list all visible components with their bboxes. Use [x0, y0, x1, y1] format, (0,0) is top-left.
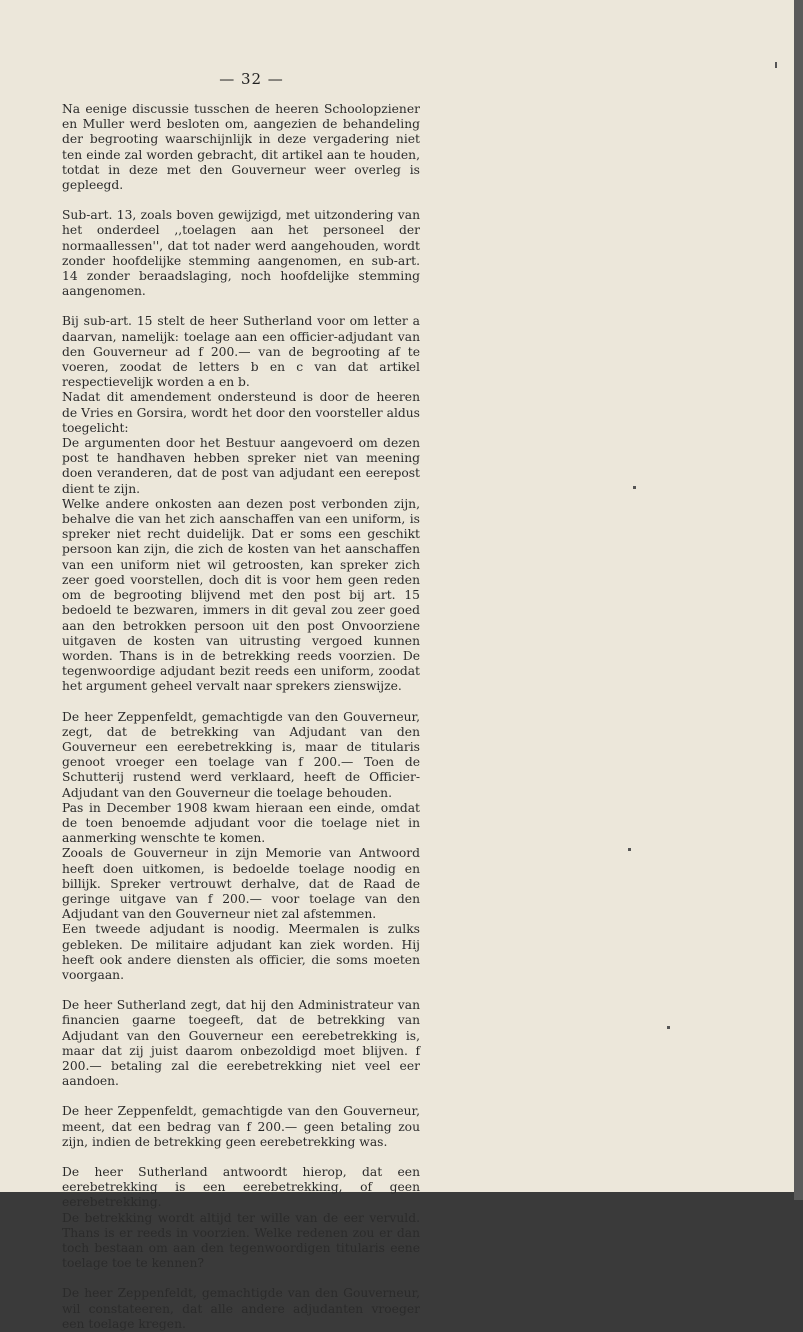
body-text — [62, 102, 420, 1332]
paragraph: Na eenige discussie tusschen de heeren Schoolopziener en Muller werd besloten om, aangezien de behandeling der begrooting waarschijnlijk in deze vergadering niet ten einde zal worden gebracht, dit artikel aan te houden, totdat in deze met den Gouverneur weer overleg is gepleegd. — [62, 102, 420, 193]
paper-speck — [628, 848, 631, 851]
paragraph: Nadat dit amendement ondersteund is door de heeren de Vries en Gorsira, wordt het door den voorsteller aldus toegelicht: — [62, 390, 420, 435]
paragraph: De heer Zeppenfeldt, gemachtigde van den Gouverneur, wil constateeren, dat alle andere adjudanten vroeger een toelage kregen. — [62, 1286, 420, 1331]
paragraph: Pas in December 1908 kwam hieraan een einde, omdat de toen benoemde adjudant voor die toelage niet in aanmerking wenschte te komen. — [62, 800, 420, 846]
paper-speck — [775, 62, 777, 68]
paragraph: De argumenten door het Bestuur aangevoerd om dezen post te handhaven hebben spreker niet van meening doen veranderen, dat de post van adjudant een eerepost dient te zijn. — [62, 436, 420, 496]
paragraph: De betrekking wordt altijd ter wille van de eer vervuld. Thans is er reeds in voorzien. Welke redenen zou er dan toch bestaan om aan den tegenwoordigen titularis eene toelage toe te kennen? — [62, 1210, 420, 1271]
paragraph: De heer Zeppenfeldt, gemachtigde van den Gouverneur, zegt, dat de betrekking van Adjudant van den Gouverneur een eerebetrekking is, maar de titularis genoot vroeger een toelage van f 200.— Toen de Schutterij rustend werd verklaard, heeft de Officier-Adjudant van den Gouverneur die toelage behouden. — [62, 709, 420, 800]
scan-edge — [794, 0, 803, 1200]
paper-speck — [633, 486, 636, 489]
page-number: — 32 — — [219, 70, 284, 88]
paragraph: De heer Sutherland antwoordt hierop, dat een eerebetrekking is een eerebetrekking, of geen eerebetrekking. — [62, 1165, 420, 1210]
paragraph: Zooals de Gouverneur in zijn Memorie van Antwoord heeft doen uitkomen, is bedoelde toelage noodig en billijk. Spreker vertrouwt derhalve, dat de Raad de geringe uitgave van f 200.— voor toelage van den Adjudant van den Gouverneur niet zal afstemmen. — [62, 846, 420, 922]
paragraph: Bij sub-art. 15 stelt de heer Sutherland voor om letter a daarvan, namelijk: toelage aan een officier-adjudant van den Gouverneur ad f 200.— van de begrooting af te voeren, zoodat de letters b en c van dat artikel respectievelijk worden a en b. — [62, 314, 420, 390]
paragraph: Sub-art. 13, zoals boven gewijzigd, met uitzondering van het onderdeel ,,toelagen aan het personeel der normaallessen'', dat tot nader werd aangehouden, wordt zonder hoofdelijke stemming aangenomen, en sub-art. 14 zonder beraadslaging, noch hoofdelijke stemming aangenomen. — [62, 208, 420, 299]
paragraph: Een tweede adjudant is noodig. Meermalen is zulks gebleken. De militaire adjudant kan ziek worden. Hij heeft ook andere diensten als officier, die soms moeten voorgaan. — [62, 922, 420, 982]
paragraph: De heer Zeppenfeldt, gemachtigde van den Gouverneur, meent, dat een bedrag van f 200.— geen betaling zou zijn, indien de betrekking geen eerebetrekking was. — [62, 1104, 420, 1149]
paper-speck — [667, 1026, 670, 1029]
paragraph: De heer Sutherland zegt, dat hij den Administrateur van financien gaarne toegeeft, dat de betrekking van Adjudant van den Gouverneur een eerebetrekking is, maar dat zij juist daarom onbezoldigd moet blijven. f 200.— betaling zal die eerebetrekking niet veel eer aandoen. — [62, 998, 420, 1089]
paragraph: Welke andere onkosten aan dezen post verbonden zijn, behalve die van het zich aanschaffen van een uniform, is spreker niet recht duidelijk. Dat er soms een geschikt persoon kan zijn, die zich de kosten van het aanschaffen van een uniform niet wil getroosten, kan spreker zich zeer goed voorstellen, doch dit is voor hem geen reden om de begrooting blijvend met den post bij art. 15 bedoeld te bezwaren, immers in dit geval zou zeer goed aan den betrokken persoon uit den post Onvoorziene uitgaven de kosten van uitrusting vergoed kunnen worden. Thans is in de betrekking reeds voorzien. De tegenwoordige adjudant bezit reeds een uniform, zoodat het argument geheel vervalt naar sprekers zienswijze. — [62, 496, 420, 694]
